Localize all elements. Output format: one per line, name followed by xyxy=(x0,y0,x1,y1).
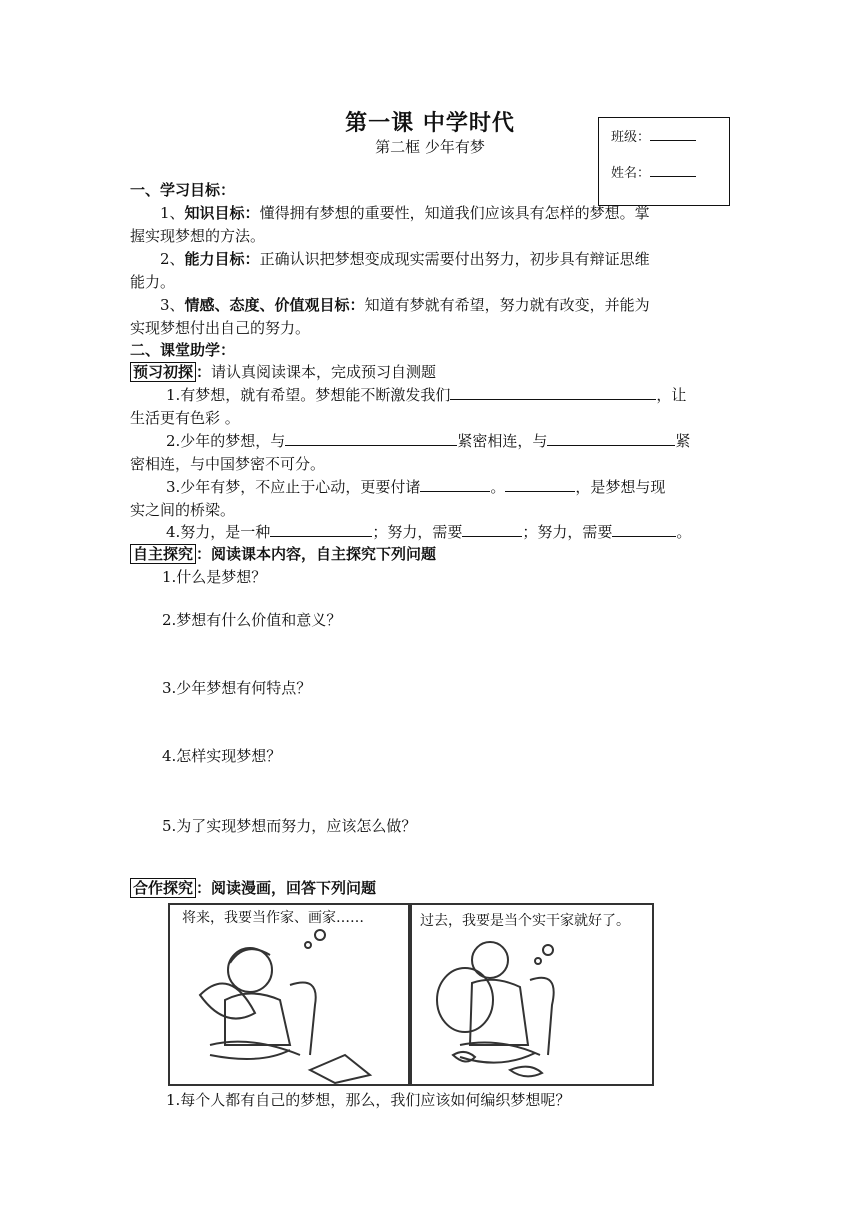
name-label: 姓名： xyxy=(611,166,651,181)
cooperate-text: ：阅读漫画，回答下列问题 xyxy=(196,879,377,897)
explore-q4: 4.怎样实现梦想？ xyxy=(162,747,282,765)
preview-label: 预习初探 xyxy=(130,362,196,382)
q3-text: 3.少年有梦，不应止于心动，更要付诸 xyxy=(166,478,421,496)
explore-instruction xyxy=(130,543,436,565)
explore-text: ：阅读课本内容，自主探究下列问题 xyxy=(196,545,437,563)
objective-3-cont: 实现梦想付出自己的努力。 xyxy=(130,319,311,337)
q3-text-end: ，是梦想与现 xyxy=(575,478,666,496)
q4-text-end: 。 xyxy=(676,523,692,541)
q2-blank-1[interactable] xyxy=(285,430,457,446)
objective-3-label: 情感、态度、价值观目标： xyxy=(184,296,365,314)
q3-text-mid: 。 xyxy=(490,478,506,496)
objective-2-cont: 能力。 xyxy=(130,273,176,291)
q1-text-end: ，让 xyxy=(656,386,687,404)
cooperate-instruction xyxy=(130,877,376,899)
chair-icon xyxy=(290,983,316,1056)
objective-2 xyxy=(160,248,650,270)
oldman-body-icon xyxy=(470,980,528,1045)
name-blank[interactable] xyxy=(650,162,696,177)
preview-q3-cont: 实之间的桥梁。 xyxy=(130,501,236,519)
explore-q2: 2.梦想有什么价值和意义？ xyxy=(162,611,342,629)
objective-3 xyxy=(160,294,650,316)
q4-text-3: ；努力，需要 xyxy=(522,523,613,541)
name-field[interactable] xyxy=(611,162,696,181)
thought-bubble-icon xyxy=(315,930,325,940)
shoe-icon xyxy=(453,1052,475,1062)
preview-q2 xyxy=(166,430,690,452)
section1-heading: 一、学习目标： xyxy=(130,181,236,199)
explore-q5: 5.为了实现梦想而努力，应该怎么做？ xyxy=(162,817,417,835)
objective-2-label: 能力目标： xyxy=(184,250,260,268)
preview-q4 xyxy=(166,521,691,543)
q4-text-2: ；努力，需要 xyxy=(372,523,463,541)
preview-colon: ： xyxy=(196,363,212,381)
preview-q1 xyxy=(166,384,686,406)
q3-blank-1[interactable] xyxy=(420,476,490,492)
oldman-fan-icon xyxy=(437,968,493,1032)
preview-q1-cont: 生活更有色彩 。 xyxy=(130,409,240,427)
objective-1 xyxy=(160,202,650,224)
preview-instruction xyxy=(130,361,436,383)
fan-icon xyxy=(200,983,255,1018)
preview-q2-cont: 密相连，与中国梦密不可分。 xyxy=(130,455,326,473)
q1-blank[interactable] xyxy=(450,384,656,400)
q4-blank-3[interactable] xyxy=(612,521,676,537)
cartoon-right-caption: 过去，我要是当个实干家就好了。 xyxy=(420,913,630,929)
page-subtitle: 第二框 少年有梦 xyxy=(375,138,485,156)
q2-text-end: 紧 xyxy=(675,432,691,450)
cartoon-left-caption: 将来，我要当作家、画家…… xyxy=(182,910,364,926)
cartoon-illustration xyxy=(170,905,652,1084)
student-info-box xyxy=(598,117,730,206)
explore-q1: 1.什么是梦想？ xyxy=(162,568,267,586)
q3-blank-2[interactable] xyxy=(505,476,575,492)
cooperate-q1: 1.每个人都有自己的梦想，那么，我们应该如何编织梦想呢？ xyxy=(166,1091,571,1109)
oldman-chair-icon xyxy=(530,978,554,1055)
q4-blank-2[interactable] xyxy=(462,521,522,537)
q1-text: 1.有梦想，就有希望。梦想能不断激发我们 xyxy=(166,386,451,404)
objective-3-number: 3、 xyxy=(160,296,185,314)
q4-blank-1[interactable] xyxy=(270,521,372,537)
cooperate-label: 合作探究 xyxy=(130,878,196,898)
objective-1-label: 知识目标： xyxy=(184,204,260,222)
q2-text: 2.少年的梦想，与 xyxy=(166,432,286,450)
objective-2-text: 正确认识把梦想变成现实需要付出努力，初步具有辩证思维 xyxy=(259,250,650,268)
class-field[interactable] xyxy=(611,126,696,145)
preview-q3 xyxy=(166,476,665,498)
objective-2-number: 2、 xyxy=(160,250,185,268)
class-label: 班级： xyxy=(611,130,651,145)
oldman-head-icon xyxy=(472,942,508,978)
section2-heading: 二、课堂助学： xyxy=(130,341,236,359)
preview-text: 请认真阅读课本，完成预习自测题 xyxy=(211,363,437,381)
objective-1-cont: 握实现梦想的方法。 xyxy=(130,227,266,245)
q2-blank-2[interactable] xyxy=(547,430,675,446)
explore-label: 自主探究 xyxy=(130,544,196,564)
objective-1-text: 懂得拥有梦想的重要性，知道我们应该具有怎样的梦想。掌 xyxy=(259,204,650,222)
page-title: 第一课 中学时代 xyxy=(345,110,515,136)
class-blank[interactable] xyxy=(650,126,696,141)
objective-3-text: 知道有梦就有希望，努力就有改变，并能为 xyxy=(364,296,650,314)
objective-1-number: 1、 xyxy=(160,204,185,222)
explore-q3: 3.少年梦想有何特点？ xyxy=(162,679,312,697)
q4-text: 4.努力，是一种 xyxy=(166,523,271,541)
boy-head-icon xyxy=(228,948,272,992)
q2-text-mid: 紧密相连，与 xyxy=(457,432,548,450)
book-icon xyxy=(310,1055,370,1083)
